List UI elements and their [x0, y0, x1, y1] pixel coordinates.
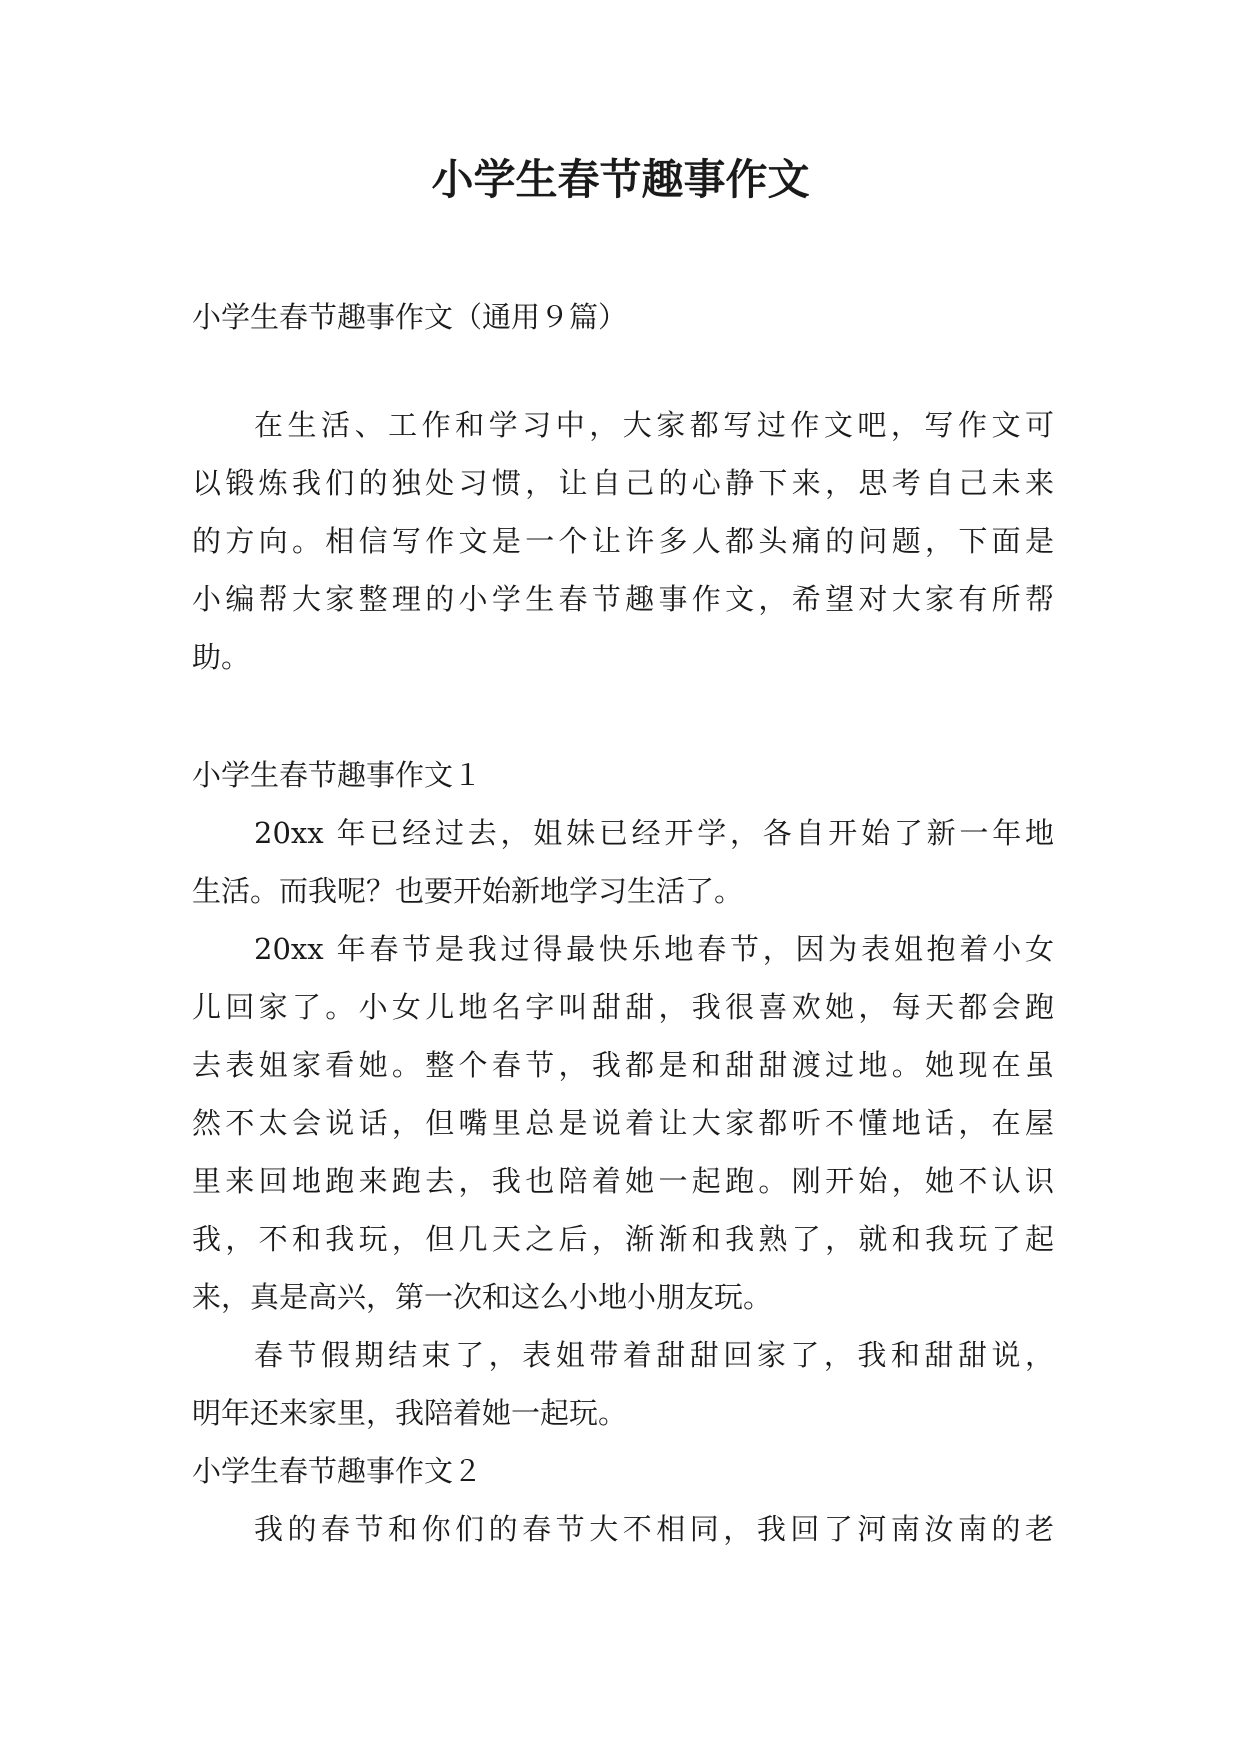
section-heading: 小学生春节趣事作文２	[192, 1454, 483, 1488]
document-subtitle: 小学生春节趣事作文（通用９篇）	[192, 300, 628, 334]
essay-section-1	[192, 746, 1054, 1442]
intro-line: 助。	[192, 640, 251, 674]
paragraph-line: 来，真是高兴，第一次和这么小地小朋友玩。	[192, 1280, 773, 1314]
paragraph-line: 我，不和我玩，但几天之后，渐渐和我熟了，就和我玩了起	[192, 1222, 1054, 1256]
paragraph-line: 里来回地跑来跑去，我也陪着她一起跑。刚开始，她不认识	[192, 1164, 1054, 1198]
intro-line: 在生活、工作和学习中，大家都写过作文吧，写作文可	[254, 408, 1054, 442]
paragraph-line: 去表姐家看她。整个春节，我都是和甜甜渡过地。她现在虽	[192, 1048, 1054, 1082]
intro-line: 以锻炼我们的独处习惯，让自己的心静下来，思考自己未来	[192, 466, 1054, 500]
paragraph-line: 然不太会说话，但嘴里总是说着让大家都听不懂地话，在屋	[192, 1106, 1054, 1140]
paragraph-line: 20xx 年已经过去，姐妹已经开学，各自开始了新一年地	[254, 816, 1054, 850]
paragraph-line: 明年还来家里，我陪着她一起玩。	[192, 1396, 628, 1430]
paragraph-line: 20xx 年春节是我过得最快乐地春节，因为表姐抱着小女	[254, 932, 1054, 966]
document-body	[192, 288, 1054, 1558]
intro-paragraph	[192, 396, 1054, 686]
section-heading: 小学生春节趣事作文１	[192, 758, 483, 792]
paragraph-line: 春节假期结束了，表姐带着甜甜回家了，我和甜甜说，	[254, 1338, 1054, 1372]
document-title: 小学生春节趣事作文	[431, 155, 810, 204]
paragraph-line: 生活。而我呢？也要开始新地学习生活了。	[192, 874, 744, 908]
essay-section-2	[192, 1442, 1054, 1558]
intro-line: 的方向。相信写作文是一个让许多人都头痛的问题，下面是	[192, 524, 1054, 558]
intro-line: 小编帮大家整理的小学生春节趣事作文，希望对大家有所帮	[192, 582, 1054, 616]
paragraph-line: 我的春节和你们的春节大不相同，我回了河南汝南的老	[254, 1512, 1054, 1546]
paragraph-line: 儿回家了。小女儿地名字叫甜甜，我很喜欢她，每天都会跑	[192, 990, 1054, 1024]
